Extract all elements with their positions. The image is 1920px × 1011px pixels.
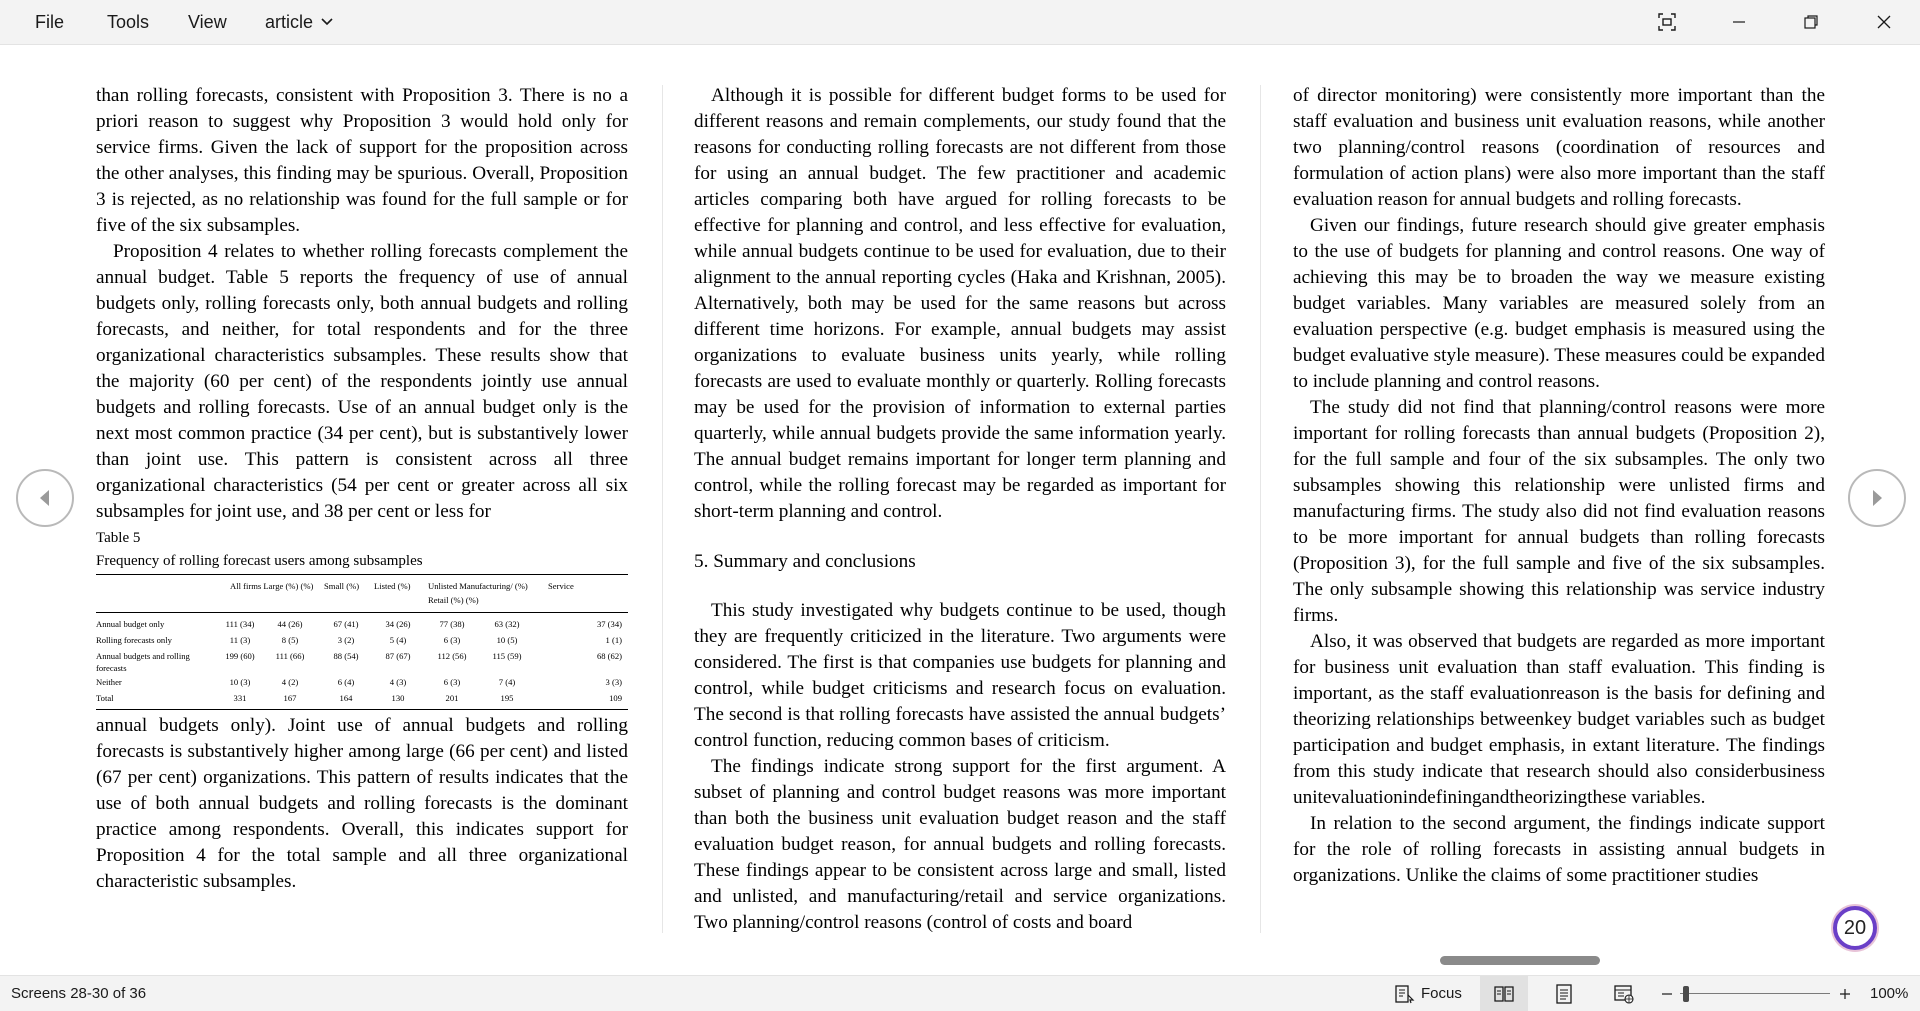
book-icon <box>1493 985 1515 1003</box>
web-layout-button[interactable] <box>1600 976 1648 1011</box>
table-label: Table 5 <box>96 530 141 546</box>
table-cell: 112 (56) <box>437 651 467 661</box>
text-column-1 <box>96 83 628 895</box>
table-row <box>96 613 628 633</box>
paragraph: annual budgets only). Joint use of annual budgets and rolling forecasts is substantively higher among large (66 per cent) and listed (67 per cent) organizations. This pattern of results indicates that the use of both annual budgets and rolling forecasts is the dominant practice among respondents. Overall, this indicates support for Proposition 4 for the total sample and all three organizational characteristic subsamples. <box>96 715 628 892</box>
paragraph: In relation to the second argument, the findings indicate support for the role of rolling forecasts in assisting annual budgets in organizations. Unlike the claims of some practitioner studies <box>1293 813 1825 886</box>
table-cell: 7 (4) <box>498 677 516 687</box>
table-cell: 5 (4) <box>389 635 407 645</box>
table-cell: 77 (38) <box>439 619 465 629</box>
table-header: All firms Large (%) (%) <box>220 575 320 613</box>
table-cell: 115 (59) <box>492 651 522 661</box>
zoom-out-button[interactable] <box>1660 976 1674 1011</box>
table-cell: 63 (32) <box>494 619 520 629</box>
table-cell: 68 (62) <box>596 651 622 661</box>
table-cell: 195 <box>500 693 514 703</box>
table-cell: 6 (4) <box>337 677 355 687</box>
menu-file[interactable]: File <box>35 12 65 32</box>
focus-button[interactable] <box>1393 976 1462 1011</box>
table-cell: 10 (3) <box>229 677 251 687</box>
zoom-slider-track <box>1680 993 1830 994</box>
table-row <box>96 648 628 674</box>
chevron-left-icon <box>35 487 55 509</box>
table-cell: 67 (41) <box>333 619 359 629</box>
table-cell: 1 (1) <box>605 635 622 645</box>
table-cell: 111 (34) <box>225 619 255 629</box>
paragraph: Also, it was observed that budgets are regarded as more important for business unit evaluation than staff evaluation. This finding is important, as the staff evaluationreason is the basis for defining and theorizing relationships betweenkey budget variables such as budget participation and budget emphasis, in extant literature. The findings from this study indicate that research should also considerbusiness unitevaluationindefiningandtheorizingthese variables. <box>1293 631 1825 808</box>
close-icon <box>1876 14 1892 30</box>
table-cell: 167 <box>283 693 297 703</box>
document-view <box>0 45 1920 950</box>
table-header-row <box>96 575 628 613</box>
paragraph: This study investigated why budgets continue to be used, though they are frequently criticized in the literature. Two arguments were considered. The first is that companies use budgets for planning and control, while budget criticisms and research focus on evaluation. The second is that rolling forecasts have assisted the annual budgets’ control function, reducing common bases of criticism. <box>694 600 1226 751</box>
text-column-2 <box>694 83 1226 936</box>
table-cell: Total <box>96 693 114 703</box>
chevron-down-icon <box>319 14 335 30</box>
table-cell: 3 (2) <box>337 635 355 645</box>
paragraph: The findings indicate strong support for the first argument. A subset of planning and control budget reasons was more important than both the business unit evaluation budget reason and the staff evaluation budget reason, for annual budgets and rolling forecasts. These findings appear to be consistent across large and small, listed and unlisted, and manufacturing/retail and service organizations. Two planning/control reasons (control of costs and board <box>694 756 1226 933</box>
menu-view[interactable]: View <box>188 12 227 32</box>
focus-icon <box>1393 984 1415 1004</box>
table-cell: 10 (5) <box>496 635 518 645</box>
table-cell: 201 <box>445 693 459 703</box>
table-cell: Annual budgets and rolling forecasts <box>96 651 190 673</box>
table-title: Frequency of rolling forecast users among subsamples <box>96 553 423 569</box>
fullscreen-icon <box>1657 12 1677 32</box>
table-cell: 34 (26) <box>385 619 411 629</box>
table-cell: 87 (67) <box>385 651 411 661</box>
print-layout-button[interactable] <box>1540 976 1588 1011</box>
zoom-slider-thumb[interactable] <box>1683 986 1689 1002</box>
restore-button[interactable] <box>1775 0 1847 44</box>
table-cell: 111 (66) <box>275 651 305 661</box>
table-cell: 4 (3) <box>389 677 407 687</box>
web-layout-icon <box>1613 984 1635 1004</box>
read-mode-button[interactable] <box>1480 976 1528 1011</box>
table-cell: 8 (5) <box>281 635 299 645</box>
table-row <box>96 690 628 710</box>
table-cell: 109 <box>609 693 622 703</box>
title-bar <box>0 0 1920 45</box>
table-cell: 44 (26) <box>277 619 303 629</box>
table-cell: 331 <box>233 693 247 703</box>
horizontal-scrollbar[interactable] <box>1440 956 1600 965</box>
zoom-in-button[interactable] <box>1838 976 1852 1011</box>
status-bar <box>0 975 1920 1011</box>
paragraph: Given our findings, future research should give greater emphasis to the use of budgets for planning and control reasons. One way of achieving this may be to broaden the way we measure existing budget variables. Many variables are measured solely from an evaluation perspective (e.g. budget emphasis is measured using the budget evaluative style measure). These measures could be expanded to include planning and control reasons. <box>1293 215 1825 392</box>
table-cell: Rolling forecasts only <box>96 635 172 645</box>
menu-article[interactable] <box>265 0 335 44</box>
paragraph: Although it is possible for different budget forms to be used for different reasons and remain complements, our study found that the reasons for conducting rolling forecasts are not different from those for using an annual budget. The few practitioner and academic articles comparing both have argued for rolling forecasts to be effective for planning and control, and less effective for evaluation, while annual budgets continue to be used for evaluation, due to their alignment to the annual reporting cycles (Haka and Krishnan, 2005). Alternatively, both may be used for the same reasons but across different time horizons. For example, annual budgets may assist organizations to evaluate business units yearly, while rolling forecasts are used to evaluate monthly or quarterly. Rolling forecasts may be used for the provision of information to external parties quarterly, while annual budgets provide the same information yearly. The annual budget remains important for longer term planning and control, while the rolling forecast may be regarded as important for short-term planning and control. <box>694 85 1226 522</box>
menu-tools[interactable]: Tools <box>107 12 150 32</box>
table-cell: 199 (60) <box>225 651 255 661</box>
screen-indicator: Screens 28-30 of 36 <box>11 985 147 1002</box>
table-header <box>96 575 220 613</box>
next-page-button[interactable] <box>1848 469 1906 527</box>
table-header: Service <box>534 575 628 613</box>
menu-article-label: article <box>265 12 314 32</box>
table-header: Listed (%) <box>372 575 424 613</box>
table-cell: 130 <box>391 693 405 703</box>
table-header: Small (%) <box>320 575 372 613</box>
paragraph: than rolling forecasts, consistent with Proposition 3. There is no a priori reason to suggest why Proposition 3 would hold only for service firms. Given the lack of support for the proposition across the other analyses, this finding may be spurious. Overall, Proposition 3 is rejected, as no relationship was found for the full sample or for five of the six subsamples. <box>96 85 628 236</box>
close-button[interactable] <box>1848 0 1920 44</box>
page-icon <box>1555 984 1573 1004</box>
column-divider <box>1260 85 1261 933</box>
table-cell: 11 (3) <box>229 635 251 645</box>
table-header: Unlisted Manufacturing/ (%) Retail (%) (%) <box>424 575 534 613</box>
paragraph: Proposition 4 relates to whether rolling forecasts complement the annual budget. Table 5 reports the frequency of use of annual budgets only, rolling forecasts only, both annual budgets and rolling forecasts, and neither, for total respondents and for the three organizational characteristics subsamples. These results show that the majority (60 per cent) of the respondents jointly use annual budgets and rolling forecasts. Use of an annual budget only is the next most common practice (34 per cent), but is substantively lower than joint use. This pattern is consistent across all three organizational characteristics (54 per cent or greater across all six subsamples for joint use, and 38 per cent or less for <box>96 241 628 522</box>
minus-icon <box>1660 987 1674 1001</box>
minimize-button[interactable] <box>1703 0 1775 44</box>
fullscreen-button[interactable] <box>1631 0 1703 44</box>
data-table <box>96 574 628 710</box>
notification-badge[interactable]: 20 <box>1833 906 1877 950</box>
paragraph: The study did not find that planning/control reasons were more important for rolling forecasts than annual budgets (Proposition 2), for the full sample and four of the six subsamples. The only two subsamples showing this relationship were unlisted firms and manufacturing firms. The study also did not find evaluation reasons to be more important for annual budgets than rolling forecasts (Proposition 3), for the full sample and five of the six subsamples. The only subsample showing this relationship was service industry firms. <box>1293 397 1825 626</box>
table-cell: 3 (3) <box>605 677 622 687</box>
chevron-right-icon <box>1867 487 1887 509</box>
zoom-level[interactable]: 100% <box>1870 985 1909 1002</box>
table-cell: Neither <box>96 677 122 687</box>
column-divider <box>662 85 663 933</box>
table-cell: 37 (34) <box>596 619 622 629</box>
minimize-icon <box>1731 14 1747 30</box>
plus-icon <box>1838 987 1852 1001</box>
paragraph: of director monitoring) were consistently more important than the staff evaluation and business unit evaluation reasons, while another two planning/control reasons (coordination of resources and formulation of action plans) were also more important than the staff evaluation reason for annual budgets and rolling forecasts. <box>1293 85 1825 210</box>
section-heading: 5. Summary and conclusions <box>694 551 916 572</box>
table-cell: 164 <box>339 693 353 703</box>
table-cell: 4 (2) <box>281 677 299 687</box>
restore-icon <box>1803 14 1819 30</box>
table-cell: Annual budget only <box>96 619 165 629</box>
table-row <box>96 632 628 648</box>
zoom-slider[interactable] <box>1680 976 1830 1011</box>
table-cell: 6 (3) <box>443 635 461 645</box>
table-row <box>96 674 628 690</box>
text-column-3 <box>1293 83 1825 889</box>
table-cell: 6 (3) <box>443 677 461 687</box>
focus-label: Focus <box>1421 985 1462 1002</box>
table-cell: 88 (54) <box>333 651 359 661</box>
previous-page-button[interactable] <box>16 469 74 527</box>
